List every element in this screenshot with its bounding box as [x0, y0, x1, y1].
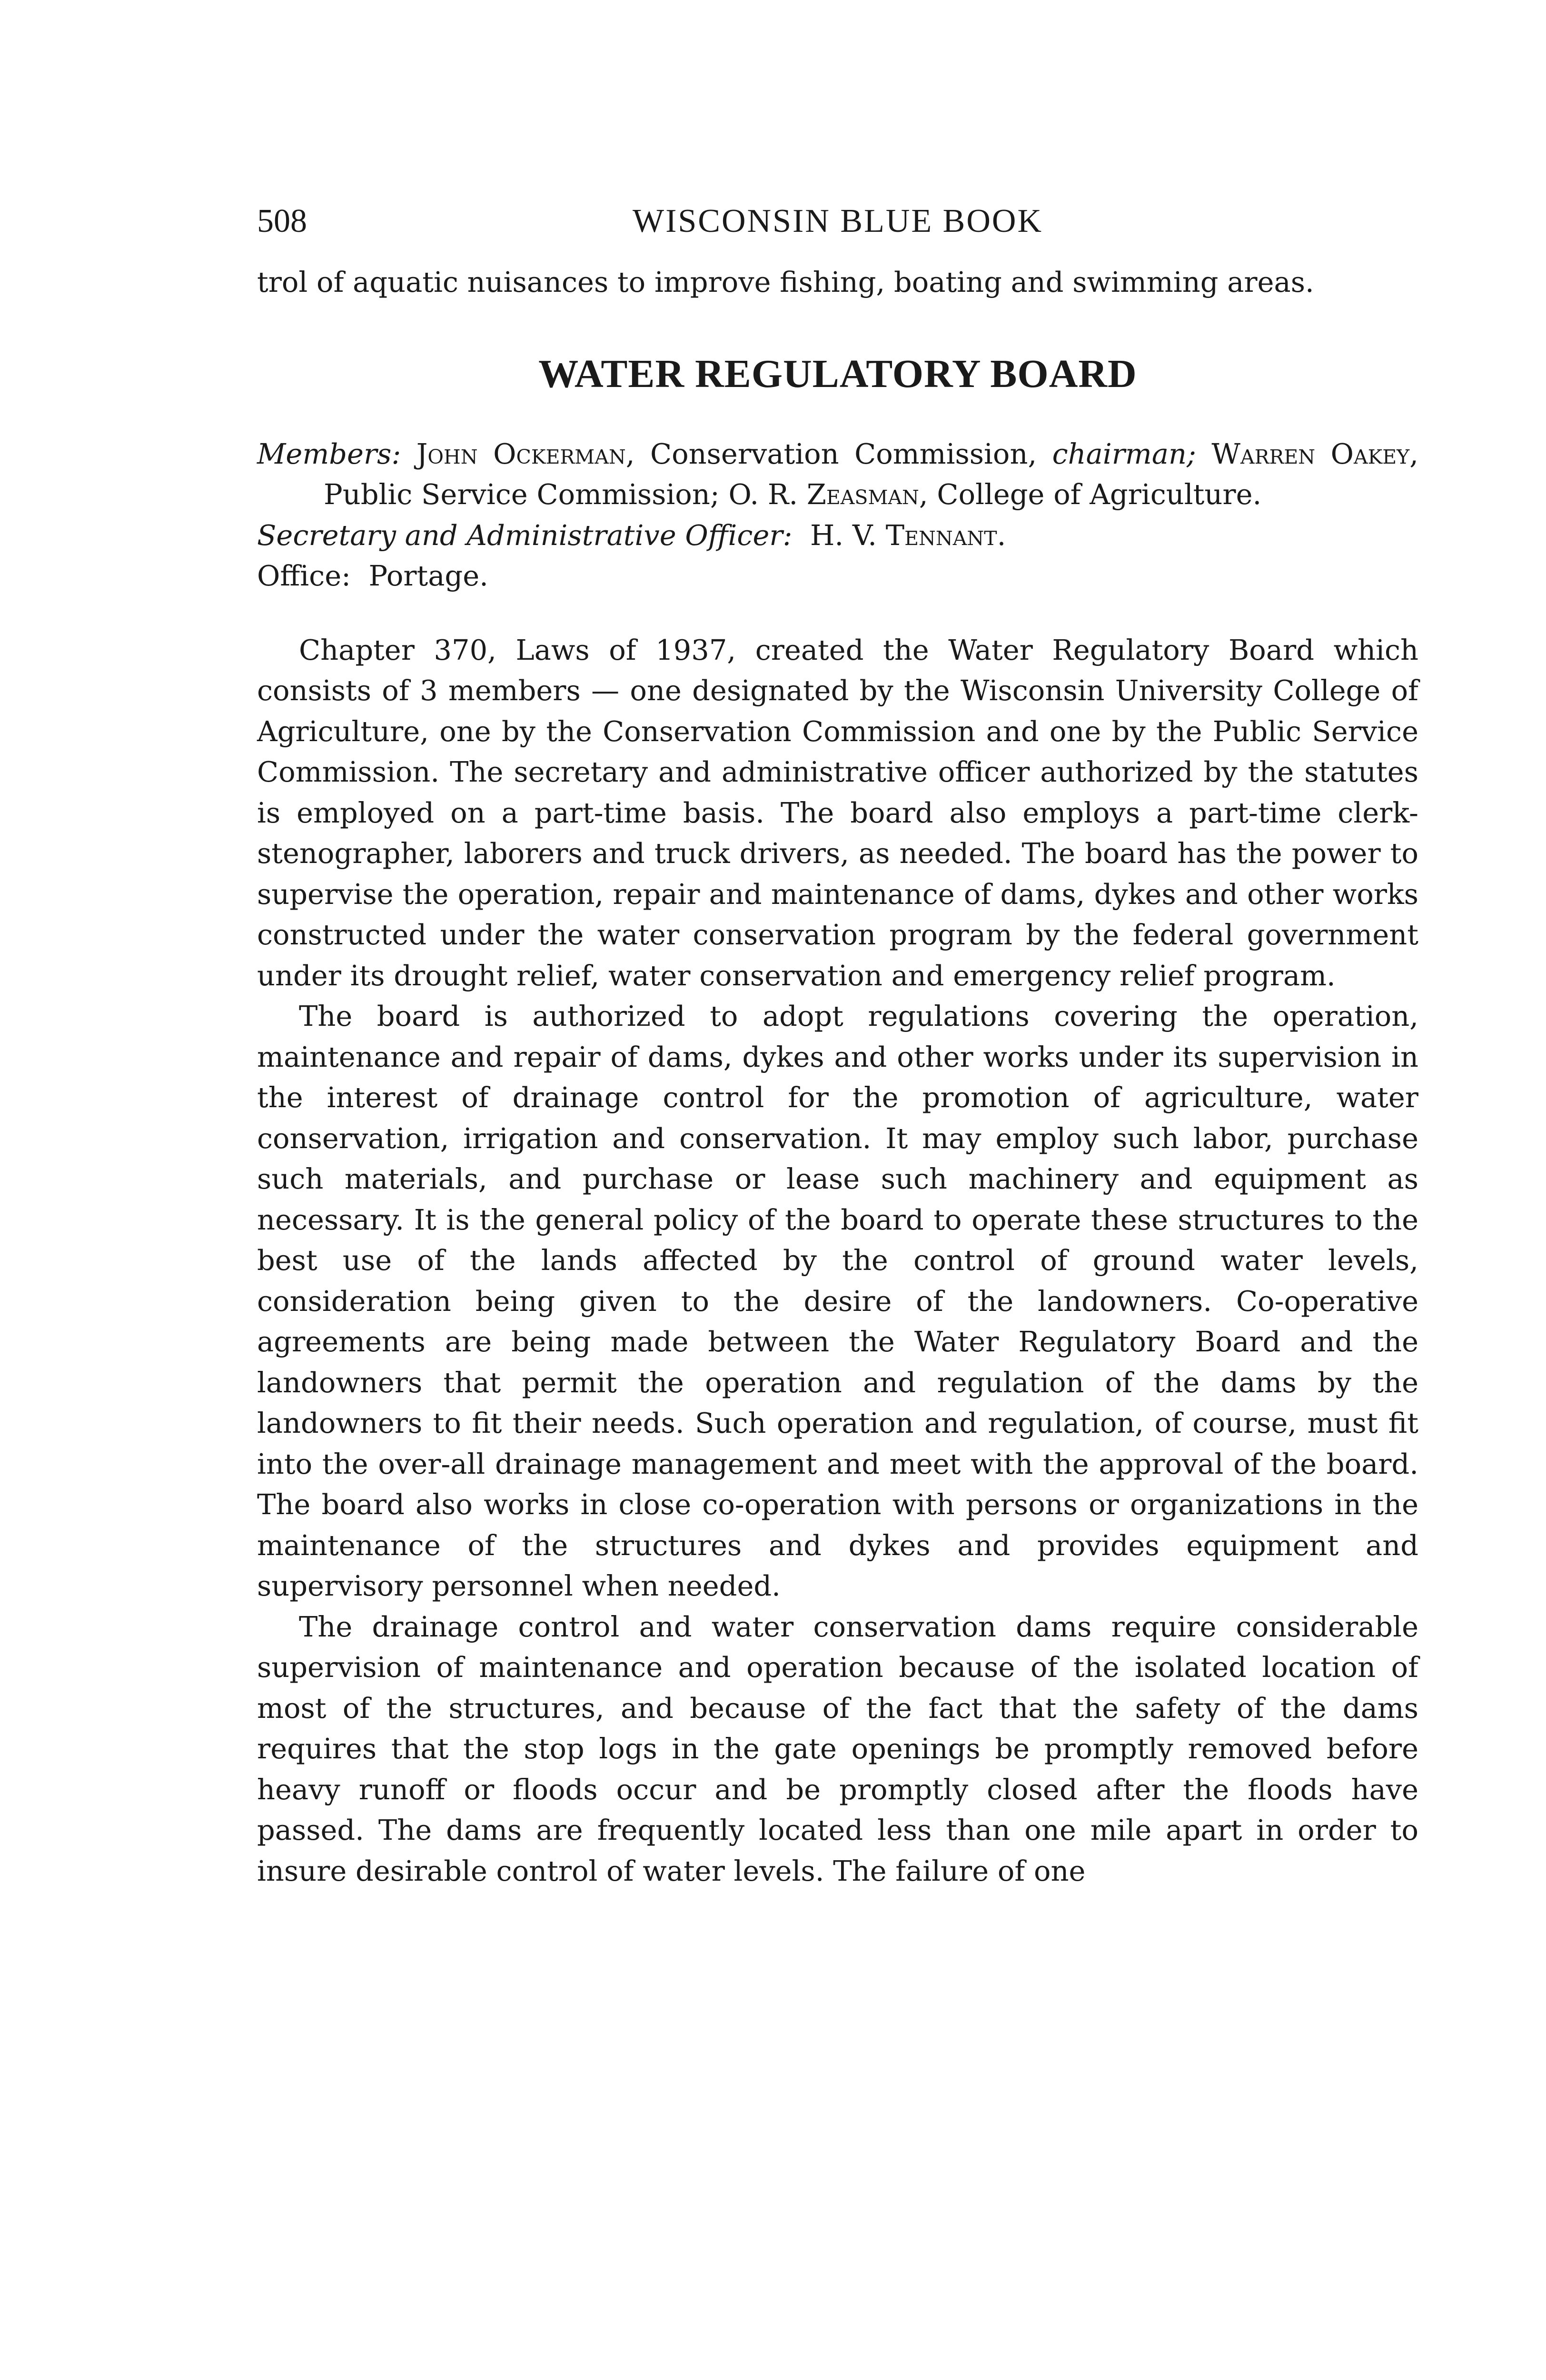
running-title: WISCONSIN BLUE BOOK — [633, 203, 1043, 239]
member-name: John Ockerman — [416, 437, 626, 470]
office-entry — [257, 555, 1418, 596]
document-page — [257, 200, 1418, 1891]
body-paragraph: The drainage control and water conservation dams require considerable supervision of maintenance and operation because of the isolated location of most of the structures, and because of the fact that the safety of the dams requires that the stop logs in the gate openings be promptly removed before heavy runoff or floods occur and be promptly closed after the floods have passed. The dams are frequently located less than one mile apart in order to insure desirable control of water levels. The failure of one — [257, 1610, 1418, 1887]
secretary-entry — [257, 515, 1418, 556]
secretary-name: H. V. Tennant. — [810, 518, 1006, 552]
member-role: , Public Service Commission; — [324, 437, 1418, 511]
chairman-title: chairman; — [1052, 437, 1196, 470]
office-value: Portage. — [368, 559, 488, 592]
section-heading: WATER REGULATORY BOARD — [538, 351, 1137, 396]
body-paragraph: Chapter 370, Laws of 1937, created the Water Regulatory Board which consists of 3 members — one designated by the Wisconsin University College of Agriculture, one by the Conservation Commission and one by the Public Service Commission. The secretary and administrative officer authorized by the statutes is employed on a part-time basis. The board also employs a part-time clerk-stenographer, laborers and truck drivers, as needed. The board has the power to supervise the operation, repair and maintenance of dams, dykes and other works constructed under the water conservation program by the federal government under its drought relief, water conservation and emergency relief program. — [257, 633, 1418, 992]
secretary-label: Secretary and Administrative Officer: — [257, 518, 793, 552]
body-paragraph: The board is authorized to adopt regulations covering the operation, maintenance and repair of dams, dykes and other works under its supervision in the interest of drainage control for the promotion of agriculture, water conservation, irrigation and conservation. It may employ such labor, purchase such materials, and purchase or lease such machinery and equipment as necessary. It is the general policy of the board to operate these structures to the best use of the lands affected by the control of ground water levels, consideration being given to the desire of the landowners. Co-operative agreements are being made between the Water Regulatory Board and the landowners that permit the operation and regulation of the dams by the landowners to fit their needs. Such operation and regulation, of course, must fit into the over-all drainage management and meet with the approval of the board. The board also works in close co-operation with persons or organizations in the maintenance of the structures and dykes and provides equipment and supervisory personnel when needed. — [257, 1000, 1418, 1602]
members-entry — [257, 434, 1418, 515]
member-name: O. R. Zeasman — [728, 478, 919, 511]
member-role: , Conservation Commission, — [625, 437, 1052, 470]
continuation-paragraph: trol of aquatic nuisances to improve fishing, boating and swimming areas. — [257, 266, 1314, 298]
members-label: Members: — [257, 437, 401, 470]
body-paragraphs — [257, 630, 1418, 1892]
member-role: , College of Agriculture. — [919, 478, 1262, 511]
office-label: Office: — [257, 559, 351, 592]
running-head — [257, 200, 1418, 243]
member-name: Warren Oakey — [1211, 437, 1410, 470]
page-number: 508 — [257, 203, 307, 239]
